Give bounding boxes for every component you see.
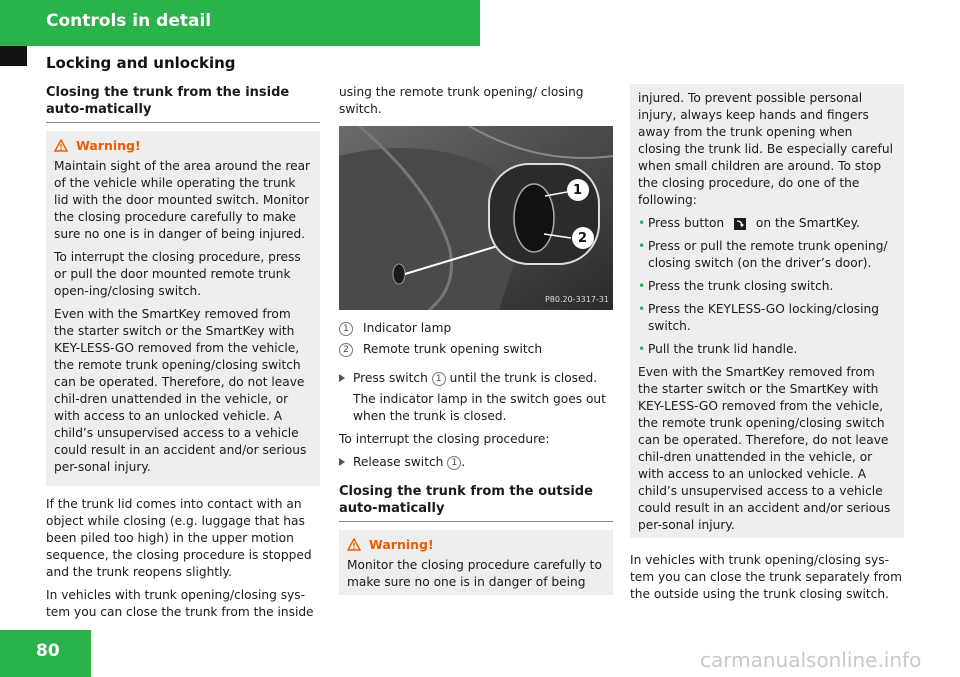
warning-para: Even with the SmartKey removed from the starter switch or the SmartKey with KEY-LESS-GO removed from the vehicle, the remote trunk opening/closing switch can be operated. Therefore, do not leave chil-dren unattended in the vehicle, or with access to an unlocked vehicle. A child’s unsupervised access to a vehicle could result in an accident and/or serious per-sonal injury.: [638, 365, 891, 532]
callout-item: [339, 341, 613, 358]
warning-para: Even with the SmartKey removed from the starter switch or the SmartKey with KEY-LESS-GO removed from the vehicle, the remote trunk opening/closing switch can be operated. Therefore, do not leave chil-dren unattended in the vehicle, or with access to an unlocked vehicle. A child’s unsupervised access to a vehicle could result in an accident and/or serious per-sonal injury.: [54, 307, 307, 474]
bullet-item: • Press the trunk closing switch.: [638, 278, 896, 295]
callout-number: 2: [339, 343, 353, 357]
bullet-item: • Pull the trunk lid handle.: [638, 341, 896, 358]
bullet-item: • Press or pull the remote trunk opening/ closing switch (on the driver’s door).: [638, 238, 896, 272]
intro-para: using the remote trunk opening/ closing switch.: [339, 85, 584, 116]
column-1: [46, 84, 320, 627]
chapter-header-bar: [0, 0, 480, 46]
heading-inside: Closing the trunk from the inside auto-matically: [46, 84, 320, 123]
header-marker: [0, 46, 27, 66]
interrupt-text: To interrupt the closing procedure:: [339, 432, 550, 446]
warning-box-2-cont: [630, 84, 904, 538]
warning-para: To interrupt the closing procedure, press or pull the door mounted remote trunk open-ing/closing switch.: [54, 250, 301, 298]
step-text: Release switch: [353, 455, 444, 469]
chapter-title: Controls in detail: [46, 11, 212, 31]
warning-para: Maintain sight of the area around the rear of the vehicle while operating the trunk lid with the door mounted switch. Monitor the closing procedure carefully to make sure no one is in danger of being injured.: [54, 159, 311, 241]
figure-code: P80.20-3317-31: [544, 295, 609, 304]
warning-label: Warning!: [76, 138, 141, 153]
page-number-tab: [0, 630, 91, 677]
step-text: until the trunk is closed.: [449, 371, 598, 385]
callout-item: [339, 320, 613, 337]
step-note: The indicator lamp in the switch goes out when the trunk is closed.: [353, 392, 606, 423]
heading-outside: Closing the trunk from the outside auto-matically: [339, 483, 613, 522]
figure-callout-1: 1: [573, 183, 583, 198]
warning-triangle-icon: [347, 538, 361, 551]
action-step: [339, 370, 613, 387]
warning-label: Warning!: [369, 537, 434, 552]
trunk-button-icon: [734, 218, 746, 230]
column-3: [630, 84, 904, 609]
bullet-text: Press button: [648, 216, 725, 230]
action-arrow-icon: [339, 458, 345, 466]
callout-label: Indicator lamp: [363, 321, 452, 335]
action-step: [339, 454, 613, 471]
body-para: If the trunk lid comes into contact with an object while closing (e.g. luggage that has been piled too high) in the upper motion sequence, the closing procedure is stopped and the trunk reopens slightly.: [46, 497, 312, 579]
body-para: In vehicles with trunk opening/closing sys-tem you can close the trunk separately from the outside using the trunk closing switch.: [630, 553, 903, 601]
callout-number: 1: [339, 322, 353, 336]
step-number: 1: [447, 456, 461, 470]
warning-para: injured. To prevent possible personal injury, always keep hands and fingers away from the trunk opening when closing the trunk lid. Be especially careful when small children are around. To stop the closing procedure, do one of the following:: [638, 91, 893, 207]
section-title: Locking and unlocking: [46, 54, 236, 72]
step-number: 1: [432, 372, 446, 386]
door-panel-illustration: [339, 126, 613, 310]
warning-box-1: [46, 131, 320, 486]
warning-triangle-icon: [54, 139, 68, 152]
warning-box-2: [339, 530, 613, 595]
body-para: In vehicles with trunk opening/closing sys-tem you can close the trunk from the inside: [46, 588, 314, 619]
figure-callout-2: 2: [578, 231, 588, 246]
action-arrow-icon: [339, 374, 345, 382]
warning-para: Monitor the closing procedure carefully to make sure no one is in danger of being: [347, 558, 602, 589]
watermark: carmanualsonline.info: [700, 648, 922, 672]
warning-title: [54, 137, 312, 154]
step-text: .: [461, 455, 466, 469]
callout-label: Remote trunk opening switch: [363, 342, 543, 356]
page-number: 80: [36, 641, 60, 661]
door-switch-photo: [339, 126, 613, 310]
column-2: [339, 84, 613, 595]
bullet-item: [638, 215, 896, 232]
bullet-text: on the SmartKey.: [755, 216, 860, 230]
step-text: Press switch: [353, 371, 428, 385]
bullet-item: • Press the KEYLESS-GO locking/closing switch.: [638, 301, 896, 335]
warning-title: [347, 536, 605, 553]
